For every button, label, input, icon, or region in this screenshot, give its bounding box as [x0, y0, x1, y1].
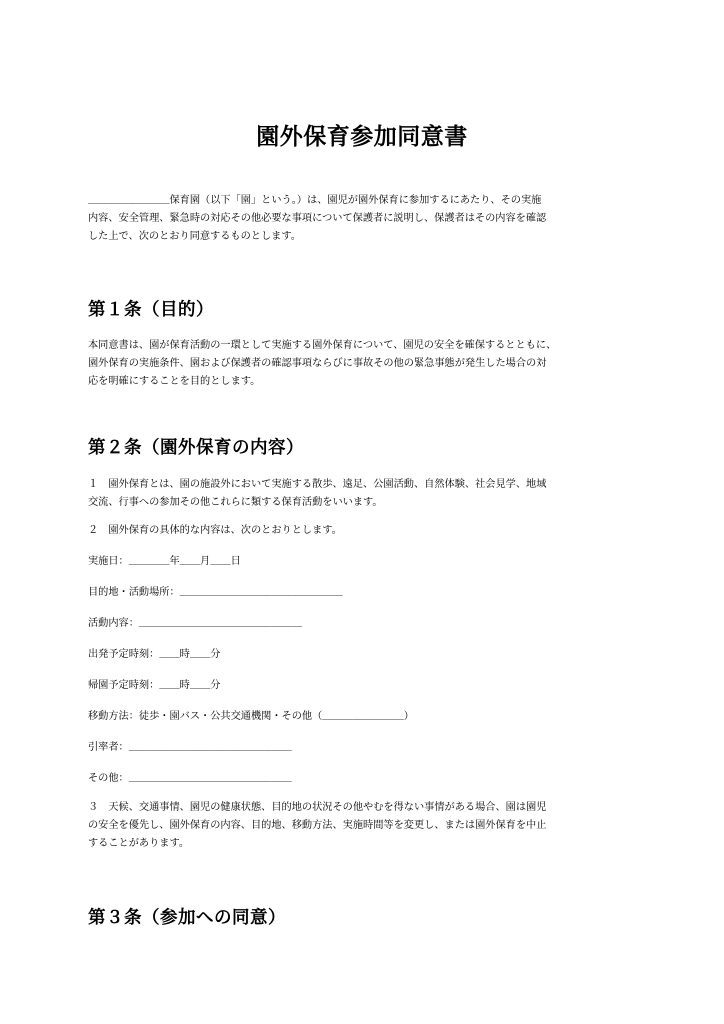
field-transport: 移動方法：徒歩・園バス・公共交通機関・その他（＿＿＿＿＿＿＿＿） [88, 711, 414, 722]
article1-heading: 第１条（目的） [88, 300, 214, 320]
article3-heading: 第３条（参加への同意） [88, 908, 286, 928]
article2-para3-line: の安全を優先し、園外保育の内容、目的地、移動方法、実施時間等を変更し、または園外保育を中止 [88, 820, 547, 831]
article1-line: 園外保育の実施条件、園および保護者の確認事項ならびに事故その他の緊急事態が発生した場合の対 [88, 358, 547, 369]
article2-para1 [88, 476, 648, 512]
intro-paragraph [88, 192, 648, 246]
document-title: 園外保育参加同意書 [256, 124, 468, 150]
article2-para3 [88, 799, 648, 853]
article2-para3-line: することがあります。 [88, 838, 190, 849]
article1-line: 本同意書は、園が保育活動の一環として実施する園外保育について、園児の安全を確保するとともに、 [88, 340, 557, 351]
article1-body [88, 337, 648, 391]
article2-para1-line: １ 園外保育とは、園の施設外において実施する散歩、遠足、公園活動、自然体験、社会見学、地域 [88, 479, 547, 490]
intro-line: 内容、安全管理、緊急時の対応その他必要な事項について保護者に説明し、保護者はその内容を確認 [88, 213, 547, 224]
intro-line: ＿＿＿＿＿＿＿＿保育園（以下「園」という。）は、園児が園外保育に参加するにあたり、その実施 [88, 195, 542, 206]
field-date: 実施日：＿＿＿＿年＿＿月＿＿日 [88, 556, 241, 567]
article2-para3-line: ３ 天候、交通事情、園児の健康状態、目的地の状況その他やむを得ない事情がある場合、園は園児 [88, 802, 547, 813]
article2-para2: ２ 園外保育の具体的な内容は、次のとおりとします。 [88, 525, 342, 536]
intro-line: した上で、次のとおり同意するものとします。 [88, 231, 301, 242]
field-other: その他：＿＿＿＿＿＿＿＿＿＿＿＿＿＿＿＿ [88, 773, 292, 784]
field-return-time: 帰園予定時刻：＿＿時＿＿分 [88, 680, 221, 691]
field-activity: 活動内容：＿＿＿＿＿＿＿＿＿＿＿＿＿＿＿＿ [88, 618, 302, 629]
article2-para1-line: 交流、行事への参加その他これらに類する保育活動をいいます。 [88, 497, 383, 508]
article1-line: 応を明確にすることを目的とします。 [88, 376, 261, 387]
field-leader: 引率者：＿＿＿＿＿＿＿＿＿＿＿＿＿＿＿＿ [88, 742, 292, 753]
field-departure-time: 出発予定時刻：＿＿時＿＿分 [88, 649, 221, 660]
field-destination: 目的地・活動場所：＿＿＿＿＿＿＿＿＿＿＿＿＿＿＿＿ [88, 587, 343, 598]
article2-heading: 第２条（園外保育の内容） [88, 438, 304, 458]
